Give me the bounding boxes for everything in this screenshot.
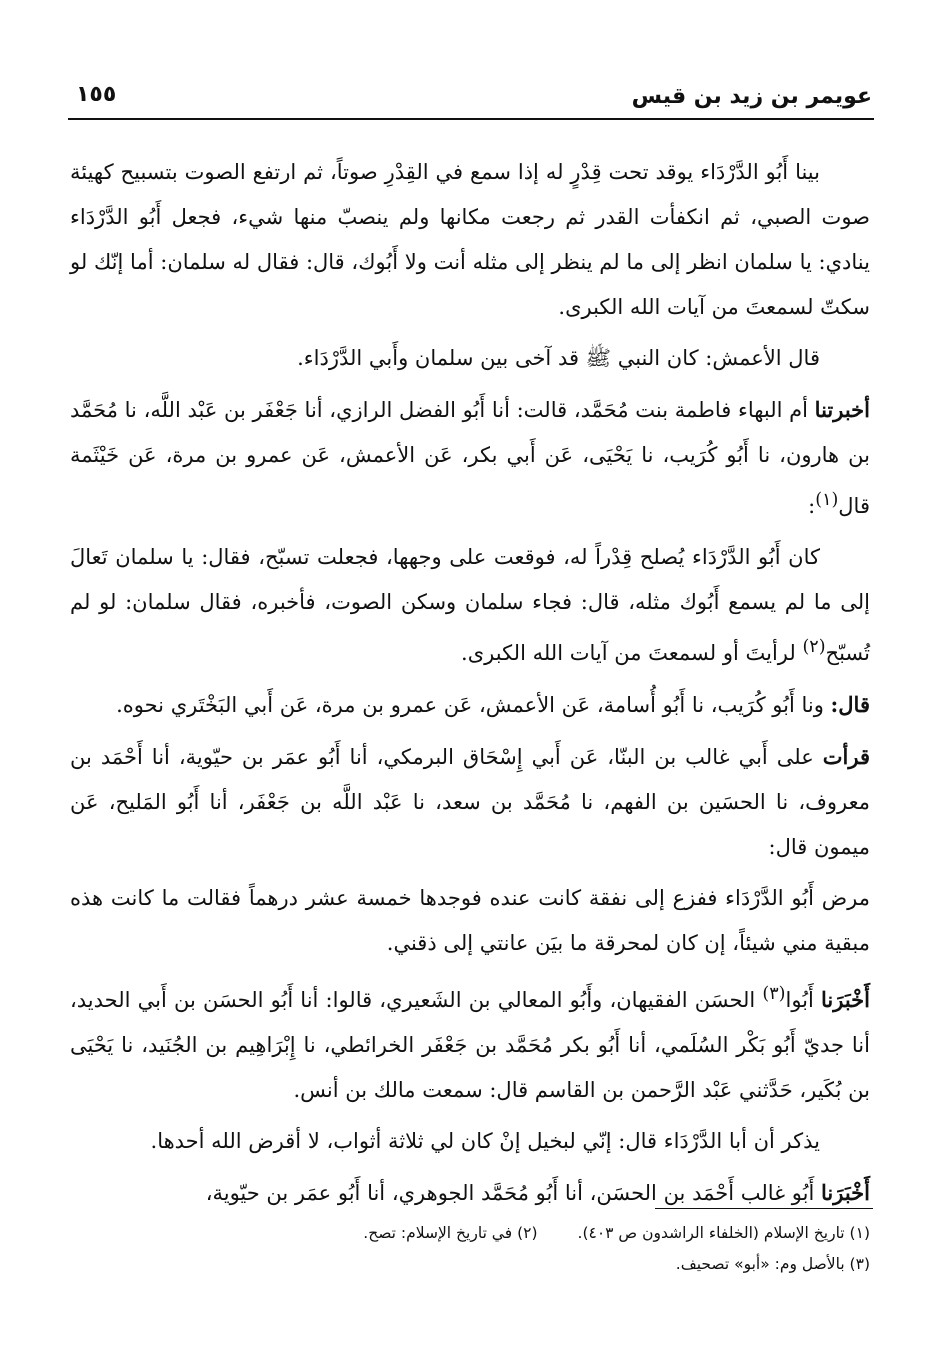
paragraph-9-text: يذكر أن أبا الدَّرْدَاء قال: إنّي لبخيل إنْ كان لي ثلاثة أثواب، لا أقرض الله أحدها. — [150, 1129, 820, 1153]
paragraph-5-lead: قال: — [830, 692, 870, 717]
paragraph-2-text: قال الأعمش: كان النبي ﷺ قد آخى بين سلمان وأَبي الدَّرْدَاء. — [297, 346, 820, 370]
paragraph-1-text: بينا أَبُو الدَّرْدَاء يوقد تحت قِدْرٍ له إذا سمع في القِدْرِ صوتاً، ثم ارتفع الصوت بتسبيح كهيئة صوت الصبي، ثم انكفأت القدر ثم رجعت مكانها ولم ينصبّ منها شيء، فجعل أَبُو الدَّرْدَاء ينادي: يا سلمان انظر إلى ما لم ينظر إلى مثله أنت ولا أَبُوك، قال: فقال له سلمان: أما إنّك لو سكتّ لسمعتَ من آيات الله الكبرى. — [70, 160, 870, 319]
paragraph-3-lead: أخبرتنا — [814, 397, 870, 422]
paragraph-4-text-a: كان أَبُو الدَّرْدَاء يُصلح قِدْراً له، فوقعت على وجهها، فجعلت تسبّح، فقال: يا سلمان تَعالَ إلى ما لم يسمع أَبُوك مثله، قال: فجاء سلمان وسكن الصوت، فأخبره، فقال سلمان: لو لم تُسبّح — [70, 545, 870, 665]
paragraph-3-end: : — [808, 494, 816, 518]
footnote-1: (١) تاريخ الإسلام (الخلفاء الراشدون ص ٤٠٣). — [577, 1224, 870, 1242]
paragraph-6 — [70, 734, 870, 870]
paragraph-8-text-a: أَبُوا — [785, 988, 822, 1012]
paragraph-6-text: على أَبي غالب بن البنّا، عَن أَبي إِسْحَاق البرمكي، أنا أَبُو عمَر بن حيّوية، أنا أَحْمَد بن معروف، نا الحسَين بن الفهم، نا مُحَمَّد بن سعد، نا عَبْد اللَّه بن جَعْفَر، أنا أَبُو المَليح، عَن ميمون قال: — [70, 745, 870, 859]
paragraph-10-text: أَبُو غالب أَحْمَد بن الحسَن، أنا أَبُو مُحَمَّد الجوهري، أنا أَبُو عمَر بن حيّوية، — [205, 1181, 822, 1205]
footnote-ref-2: (٢) — [802, 637, 826, 657]
footnote-3: (٣) بالأصل وم: «أبو» تصحيف. — [675, 1255, 870, 1273]
paragraph-9 — [70, 1119, 870, 1164]
paragraph-4 — [70, 535, 870, 676]
paragraph-6-lead: قرأت — [822, 744, 870, 769]
page-header — [68, 78, 874, 120]
paragraph-8-text-b: الحسَن الفقيهان، وأَبُو المعالي بن الشَعيري، قالوا: أنا أَبُو الحسَن بن أَبي الحديد، أنا جديّ أَبُو بَكْر السُلَمي، أنا أَبُو بكر مُحَمَّد بن جَعْفَر الخرائطي، نا إِبْرَاهِيم بن الجُنَيد، نا يَحْيَى بن بُكَير، حَدَّثني عَبْد الرَّحمن بن القاسم قال: سمعت مالك بن أنس. — [70, 988, 870, 1102]
footnote-ref-1: (١) — [815, 490, 839, 510]
paragraph-1 — [70, 150, 870, 330]
footnote-ref-3: (٣) — [762, 984, 786, 1004]
paragraph-5 — [70, 682, 870, 728]
paragraph-4-text-b: لرأيتَ أو لسمعتَ من آيات الله الكبرى. — [461, 641, 803, 665]
footnote-row-1 — [200, 1218, 870, 1249]
paragraph-2 — [70, 336, 870, 381]
page-number: ١٥٥ — [76, 82, 117, 107]
main-text — [70, 150, 870, 1222]
running-title: عويمر بن زيد بن قيس — [631, 84, 872, 109]
paragraph-3 — [70, 387, 870, 529]
paragraph-7-text: مرض أَبُو الدَّرْدَاء ففزع إلى نفقة كانت عنده فوجدها خمسة عشر درهماً فقالت ما كانت هذه مبقية مني شيئاً، إن كان لمحرقة ما بيَن عانتي إلى ذقني. — [70, 886, 870, 955]
footnote-row-2 — [200, 1249, 870, 1280]
paragraph-8-lead: أَخْبَرَنا — [821, 987, 870, 1012]
paragraph-5-text: ونا أَبُو كُرَيب، نا أَبُو أُسامة، عَن الأعمش، عَن عمرو بن مرة، عَن أَبي البَخْتَري نحوه. — [116, 693, 831, 717]
paragraph-7 — [70, 876, 870, 966]
paragraph-8 — [70, 972, 870, 1113]
footnotes — [200, 1218, 870, 1280]
paragraph-3-text: أم البهاء فاطمة بنت مُحَمَّد، قالت: أنا أَبُو الفضل الرازي، أنا جَعْفَر بن عَبْد اللَّه، نا مُحَمَّد بن هارون، نا أَبُو كُرَيب، نا يَحْيَى، عَن أَبي بكر، عَن الأعمش، عَن عمرو بن مرة، عَن خَيْثَمة قال — [70, 398, 870, 518]
paragraph-10 — [70, 1170, 870, 1216]
footnote-2: (٢) في تاريخ الإسلام: تصح. — [363, 1224, 538, 1242]
paragraph-10-lead: أَخْبَرَنا — [821, 1180, 870, 1205]
footnote-divider — [655, 1208, 873, 1209]
